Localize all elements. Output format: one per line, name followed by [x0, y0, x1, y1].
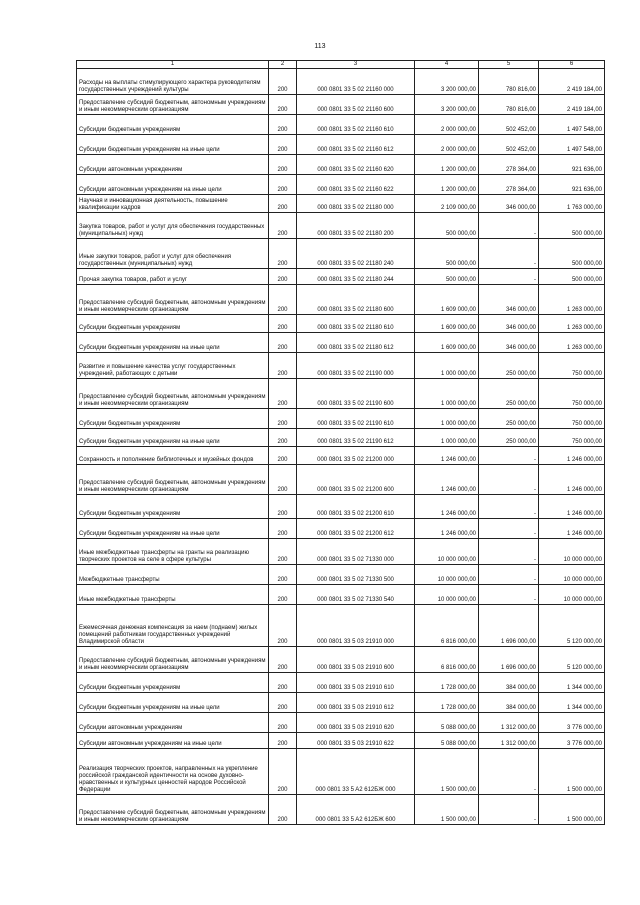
- row-description: Научная и инновационная деятельность, повышение квалификации кадров: [77, 195, 269, 213]
- row-description: Субсидии бюджетным учреждениям: [77, 673, 269, 693]
- row-classification-code: 000 0801 33 5 02 21200 610: [297, 495, 415, 519]
- row-code: 200: [269, 429, 297, 447]
- row-description: Реализация творческих проектов, направленных на укрепление российской гражданской идентичности на основе духовно-нравственных и культурных ценностей народов Российской Федерации: [77, 749, 269, 795]
- row-amount-col-6: 1 246 000,00: [539, 465, 605, 495]
- table-row: [77, 213, 605, 239]
- row-amount-col-6: 750 000,00: [539, 353, 605, 379]
- row-description: Субсидии автономным учреждениям: [77, 155, 269, 175]
- row-description: Иные межбюджетные трансферты: [77, 585, 269, 605]
- row-amount-col-4: 2 109 000,00: [415, 195, 479, 213]
- row-amount-col-6: 750 000,00: [539, 409, 605, 429]
- table-row: [77, 447, 605, 465]
- row-amount-col-4: 1 246 000,00: [415, 447, 479, 465]
- row-classification-code: 000 0801 33 5 02 21180 610: [297, 315, 415, 333]
- row-code: 200: [269, 565, 297, 585]
- row-amount-col-5: 502 452,00: [479, 135, 539, 155]
- row-amount-col-4: 1 500 000,00: [415, 795, 479, 825]
- row-amount-col-4: 1 200 000,00: [415, 155, 479, 175]
- row-amount-col-5: 384 000,00: [479, 673, 539, 693]
- row-code: 200: [269, 175, 297, 195]
- row-code: 200: [269, 465, 297, 495]
- row-amount-col-6: 5 120 000,00: [539, 605, 605, 647]
- table-row: [77, 155, 605, 175]
- row-classification-code: 000 0801 33 5 02 21200 600: [297, 465, 415, 495]
- row-description: Предоставление субсидий бюджетным, автономным учреждениям и иным некоммерческим организациям: [77, 379, 269, 409]
- table-row: [77, 795, 605, 825]
- row-code: 200: [269, 115, 297, 135]
- row-amount-col-5: -: [479, 239, 539, 269]
- row-classification-code: 000 0801 33 5 02 21160 612: [297, 135, 415, 155]
- row-description: Иные межбюджетные трансферты на гранты на реализацию творческих проектов на селе в сфере культуры: [77, 539, 269, 565]
- row-description: Предоставление субсидий бюджетным, автономным учреждениям и иным некоммерческим организациям: [77, 647, 269, 673]
- table-row: [77, 175, 605, 195]
- row-classification-code: 000 0801 33 5 03 21910 612: [297, 693, 415, 713]
- row-amount-col-5: -: [479, 795, 539, 825]
- row-description: Субсидии бюджетным учреждениям: [77, 315, 269, 333]
- row-amount-col-6: 1 500 000,00: [539, 749, 605, 795]
- table-row: [77, 353, 605, 379]
- row-amount-col-4: 6 816 000,00: [415, 605, 479, 647]
- row-amount-col-6: 1 500 000,00: [539, 795, 605, 825]
- row-amount-col-6: 1 763 000,00: [539, 195, 605, 213]
- table-row: [77, 539, 605, 565]
- row-classification-code: 000 0801 33 5 02 21160 620: [297, 155, 415, 175]
- row-classification-code: 000 0801 33 5 02 21180 200: [297, 213, 415, 239]
- row-classification-code: 000 0801 33 5 02 71330 000: [297, 539, 415, 565]
- row-classification-code: 000 0801 33 5 02 21200 000: [297, 447, 415, 465]
- row-description: Межбюджетные трансферты: [77, 565, 269, 585]
- row-amount-col-5: 346 000,00: [479, 195, 539, 213]
- row-amount-col-5: -: [479, 465, 539, 495]
- row-code: 200: [269, 353, 297, 379]
- row-amount-col-5: -: [479, 749, 539, 795]
- row-amount-col-5: 1 312 000,00: [479, 733, 539, 749]
- table-row: [77, 495, 605, 519]
- row-amount-col-6: 500 000,00: [539, 239, 605, 269]
- table-row: [77, 135, 605, 155]
- row-classification-code: 000 0801 33 5 03 21910 620: [297, 713, 415, 733]
- row-amount-col-6: 921 636,00: [539, 155, 605, 175]
- table-row: [77, 95, 605, 115]
- row-amount-col-5: -: [479, 519, 539, 539]
- table-row: [77, 115, 605, 135]
- row-amount-col-6: 10 000 000,00: [539, 585, 605, 605]
- row-amount-col-5: 1 312 000,00: [479, 713, 539, 733]
- row-classification-code: 000 0801 33 5 A2 612БЖ 600: [297, 795, 415, 825]
- table-row: [77, 605, 605, 647]
- row-description: Субсидии бюджетным учреждениям на иные цели: [77, 429, 269, 447]
- row-amount-col-6: 500 000,00: [539, 213, 605, 239]
- table-row: [77, 409, 605, 429]
- row-classification-code: 000 0801 33 5 02 21190 600: [297, 379, 415, 409]
- row-description: Ежемесячная денежная компенсация за наем (поднаем) жилых помещений работникам государственных учреждений Владимирской области: [77, 605, 269, 647]
- row-description: Предоставление субсидий бюджетным, автономным учреждениям и иным некоммерческим организациям: [77, 795, 269, 825]
- row-classification-code: 000 0801 33 5 03 21910 622: [297, 733, 415, 749]
- header-col-6: 6: [539, 61, 605, 69]
- row-amount-col-4: 1 000 000,00: [415, 353, 479, 379]
- row-amount-col-4: 10 000 000,00: [415, 565, 479, 585]
- row-code: 200: [269, 495, 297, 519]
- row-amount-col-4: 5 088 000,00: [415, 733, 479, 749]
- row-code: 200: [269, 135, 297, 155]
- table-row: [77, 315, 605, 333]
- row-classification-code: 000 0801 33 5 02 21190 610: [297, 409, 415, 429]
- table-row: [77, 69, 605, 95]
- row-amount-col-4: 5 088 000,00: [415, 713, 479, 733]
- row-classification-code: 000 0801 33 5 03 21910 600: [297, 647, 415, 673]
- row-amount-col-6: 921 636,00: [539, 175, 605, 195]
- row-description: Субсидии автономным учреждениям на иные цели: [77, 175, 269, 195]
- row-description: Субсидии бюджетным учреждениям на иные цели: [77, 333, 269, 353]
- budget-table: [76, 60, 605, 825]
- table-row: [77, 333, 605, 353]
- row-amount-col-6: 10 000 000,00: [539, 565, 605, 585]
- row-amount-col-5: 346 000,00: [479, 285, 539, 315]
- row-code: 200: [269, 95, 297, 115]
- row-amount-col-5: 1 696 000,00: [479, 605, 539, 647]
- row-amount-col-5: 1 696 000,00: [479, 647, 539, 673]
- row-amount-col-4: 10 000 000,00: [415, 585, 479, 605]
- row-description: Субсидии бюджетным учреждениям на иные цели: [77, 693, 269, 713]
- table-row: [77, 565, 605, 585]
- row-amount-col-5: 384 000,00: [479, 693, 539, 713]
- row-amount-col-5: 250 000,00: [479, 353, 539, 379]
- row-amount-col-4: 1 246 000,00: [415, 495, 479, 519]
- row-amount-col-4: 1 246 000,00: [415, 519, 479, 539]
- row-classification-code: 000 0801 33 5 02 21180 600: [297, 285, 415, 315]
- row-amount-col-4: 1 000 000,00: [415, 379, 479, 409]
- row-amount-col-6: 1 497 548,00: [539, 115, 605, 135]
- row-code: 200: [269, 379, 297, 409]
- table-row: [77, 379, 605, 409]
- row-amount-col-4: 1 000 000,00: [415, 429, 479, 447]
- row-classification-code: 000 0801 33 5 02 21180 000: [297, 195, 415, 213]
- table-body: [77, 69, 605, 825]
- row-amount-col-6: 1 263 000,00: [539, 315, 605, 333]
- row-amount-col-5: -: [479, 539, 539, 565]
- row-description: Иные закупки товаров, работ и услуг для обеспечения государственных (муниципальных) нужд: [77, 239, 269, 269]
- row-code: 200: [269, 155, 297, 175]
- table-row: [77, 465, 605, 495]
- row-description: Расходы на выплаты стимулирующего характера руководителям государственных учреждений культуры: [77, 69, 269, 95]
- row-amount-col-4: 3 200 000,00: [415, 95, 479, 115]
- row-amount-col-6: 2 419 184,00: [539, 95, 605, 115]
- row-amount-col-4: 2 000 000,00: [415, 135, 479, 155]
- row-amount-col-5: 346 000,00: [479, 315, 539, 333]
- table-row: [77, 239, 605, 269]
- row-description: Закупка товаров, работ и услуг для обеспечения государственных (муниципальных) нужд: [77, 213, 269, 239]
- row-code: 200: [269, 69, 297, 95]
- row-amount-col-5: 250 000,00: [479, 409, 539, 429]
- header-row: [77, 61, 605, 69]
- header-col-2: 2: [269, 61, 297, 69]
- row-code: 200: [269, 795, 297, 825]
- row-classification-code: 000 0801 33 5 02 21190 000: [297, 353, 415, 379]
- row-amount-col-5: -: [479, 585, 539, 605]
- row-code: 200: [269, 285, 297, 315]
- row-amount-col-6: 1 246 000,00: [539, 447, 605, 465]
- row-code: 200: [269, 713, 297, 733]
- row-code: 200: [269, 333, 297, 353]
- row-amount-col-4: 1 246 000,00: [415, 465, 479, 495]
- row-amount-col-6: 1 263 000,00: [539, 333, 605, 353]
- table-row: [77, 195, 605, 213]
- row-amount-col-6: 2 419 184,00: [539, 69, 605, 95]
- table-header: [77, 61, 605, 69]
- row-amount-col-5: 780 816,00: [479, 95, 539, 115]
- row-description: Предоставление субсидий бюджетным, автономным учреждениям и иным некоммерческим организациям: [77, 285, 269, 315]
- row-code: 200: [269, 585, 297, 605]
- row-classification-code: 000 0801 33 5 02 21200 612: [297, 519, 415, 539]
- table-row: [77, 733, 605, 749]
- table-row: [77, 429, 605, 447]
- row-amount-col-4: 1 500 000,00: [415, 749, 479, 795]
- row-code: 200: [269, 673, 297, 693]
- table-row: [77, 285, 605, 315]
- row-amount-col-4: 1 728 000,00: [415, 673, 479, 693]
- row-amount-col-6: 750 000,00: [539, 379, 605, 409]
- row-amount-col-6: 500 000,00: [539, 269, 605, 285]
- row-description: Субсидии бюджетным учреждениям на иные цели: [77, 135, 269, 155]
- row-amount-col-5: -: [479, 269, 539, 285]
- row-amount-col-5: 346 000,00: [479, 333, 539, 353]
- row-classification-code: 000 0801 33 5 02 71330 500: [297, 565, 415, 585]
- row-amount-col-6: 1 497 548,00: [539, 135, 605, 155]
- row-amount-col-6: 1 344 000,00: [539, 673, 605, 693]
- row-amount-col-4: 1 609 000,00: [415, 315, 479, 333]
- row-amount-col-4: 1 609 000,00: [415, 285, 479, 315]
- row-amount-col-6: 5 120 000,00: [539, 647, 605, 673]
- row-amount-col-5: 502 452,00: [479, 115, 539, 135]
- page-number: 113: [314, 43, 326, 50]
- row-classification-code: 000 0801 33 5 02 21160 610: [297, 115, 415, 135]
- row-amount-col-5: -: [479, 495, 539, 519]
- row-code: 200: [269, 605, 297, 647]
- row-amount-col-6: 1 344 000,00: [539, 693, 605, 713]
- row-classification-code: 000 0801 33 5 02 21180 244: [297, 269, 415, 285]
- row-code: 200: [269, 749, 297, 795]
- row-code: 200: [269, 213, 297, 239]
- row-code: 200: [269, 239, 297, 269]
- row-amount-col-4: 1 609 000,00: [415, 333, 479, 353]
- row-description: Сохранность и пополнение библиотечных и музейных фондов: [77, 447, 269, 465]
- row-amount-col-6: 750 000,00: [539, 429, 605, 447]
- table-row: [77, 693, 605, 713]
- row-amount-col-6: 1 263 000,00: [539, 285, 605, 315]
- row-amount-col-5: 278 364,00: [479, 155, 539, 175]
- row-classification-code: 000 0801 33 5 02 21190 612: [297, 429, 415, 447]
- row-code: 200: [269, 195, 297, 213]
- header-col-5: 5: [479, 61, 539, 69]
- table-row: [77, 269, 605, 285]
- row-description: Субсидии автономным учреждениям: [77, 713, 269, 733]
- row-amount-col-4: 2 000 000,00: [415, 115, 479, 135]
- row-code: 200: [269, 269, 297, 285]
- header-col-4: 4: [415, 61, 479, 69]
- row-code: 200: [269, 519, 297, 539]
- row-code: 200: [269, 647, 297, 673]
- row-description: Предоставление субсидий бюджетным, автономным учреждениям и иным некоммерческим организациям: [77, 465, 269, 495]
- row-amount-col-6: 1 246 000,00: [539, 495, 605, 519]
- row-description: Субсидии бюджетным учреждениям: [77, 495, 269, 519]
- row-amount-col-5: -: [479, 447, 539, 465]
- row-amount-col-4: 3 200 000,00: [415, 69, 479, 95]
- row-amount-col-6: 10 000 000,00: [539, 539, 605, 565]
- row-classification-code: 000 0801 33 5 02 21160 622: [297, 175, 415, 195]
- row-classification-code: 000 0801 33 5 A2 612БЖ 000: [297, 749, 415, 795]
- row-description: Развитие и повышение качества услуг государственных учреждений, работающих с детьми: [77, 353, 269, 379]
- header-col-1: 1: [77, 61, 269, 69]
- table-row: [77, 647, 605, 673]
- row-amount-col-4: 500 000,00: [415, 239, 479, 269]
- row-classification-code: 000 0801 33 5 03 21910 000: [297, 605, 415, 647]
- row-amount-col-5: -: [479, 565, 539, 585]
- row-description: Субсидии бюджетным учреждениям: [77, 409, 269, 429]
- row-amount-col-5: 780 816,00: [479, 69, 539, 95]
- row-description: Прочая закупка товаров, работ и услуг: [77, 269, 269, 285]
- row-description: Субсидии бюджетным учреждениям: [77, 115, 269, 135]
- table-row: [77, 713, 605, 733]
- row-classification-code: 000 0801 33 5 02 21180 240: [297, 239, 415, 269]
- row-code: 200: [269, 409, 297, 429]
- row-classification-code: 000 0801 33 5 02 21160 600: [297, 95, 415, 115]
- header-col-3: 3: [297, 61, 415, 69]
- row-code: 200: [269, 315, 297, 333]
- row-amount-col-4: 1 728 000,00: [415, 693, 479, 713]
- row-description: Субсидии бюджетным учреждениям на иные цели: [77, 519, 269, 539]
- row-amount-col-4: 500 000,00: [415, 269, 479, 285]
- table-row: [77, 749, 605, 795]
- row-code: 200: [269, 733, 297, 749]
- row-description: Субсидии автономным учреждениям на иные цели: [77, 733, 269, 749]
- row-amount-col-5: 250 000,00: [479, 429, 539, 447]
- row-classification-code: 000 0801 33 5 02 21160 000: [297, 69, 415, 95]
- table-row: [77, 673, 605, 693]
- row-amount-col-4: 6 816 000,00: [415, 647, 479, 673]
- table-row: [77, 519, 605, 539]
- row-classification-code: 000 0801 33 5 03 21910 610: [297, 673, 415, 693]
- row-amount-col-5: 278 364,00: [479, 175, 539, 195]
- row-code: 200: [269, 539, 297, 565]
- row-amount-col-4: 1 000 000,00: [415, 409, 479, 429]
- row-amount-col-6: 1 246 000,00: [539, 519, 605, 539]
- row-amount-col-4: 10 000 000,00: [415, 539, 479, 565]
- table-row: [77, 585, 605, 605]
- row-code: 200: [269, 447, 297, 465]
- row-classification-code: 000 0801 33 5 02 71330 540: [297, 585, 415, 605]
- row-amount-col-5: 250 000,00: [479, 379, 539, 409]
- row-amount-col-5: -: [479, 213, 539, 239]
- row-description: Предоставление субсидий бюджетным, автономным учреждениям и иным некоммерческим организациям: [77, 95, 269, 115]
- row-amount-col-4: 1 200 000,00: [415, 175, 479, 195]
- row-amount-col-6: 3 776 000,00: [539, 713, 605, 733]
- row-classification-code: 000 0801 33 5 02 21180 612: [297, 333, 415, 353]
- row-amount-col-6: 3 776 000,00: [539, 733, 605, 749]
- row-code: 200: [269, 693, 297, 713]
- row-amount-col-4: 500 000,00: [415, 213, 479, 239]
